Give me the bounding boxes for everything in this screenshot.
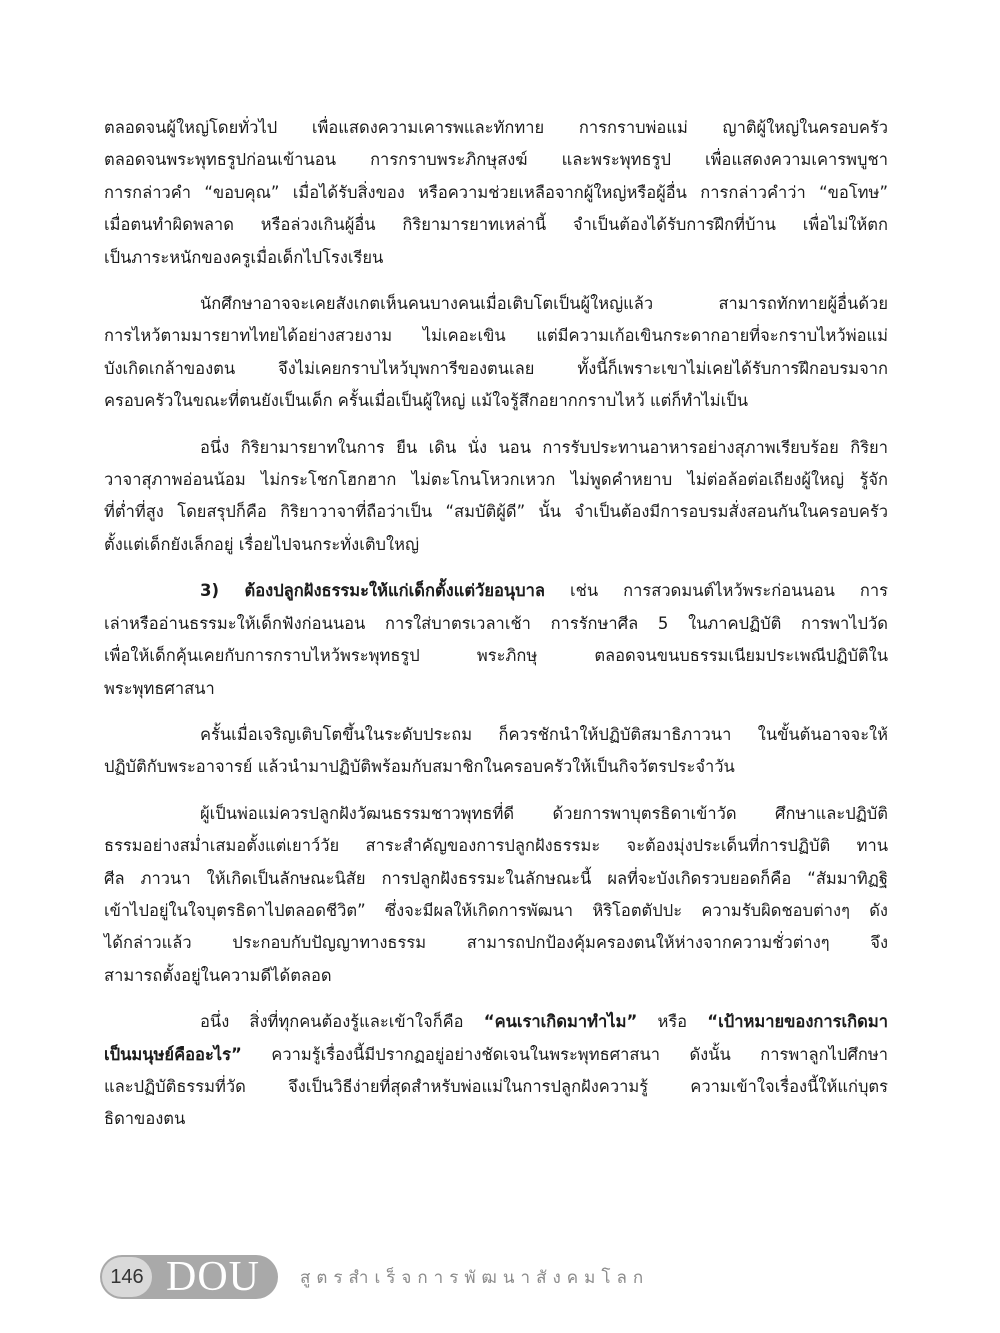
text-run: ครั้นเมื่อเจริญเติบโตขึ้นในระดับประถม ก็ควรชักนำให้ปฏิบัติสมาธิภาวนา ในขั้นต้นอาจจะให้ bbox=[200, 724, 888, 744]
text-line bbox=[104, 1006, 888, 1038]
document-body bbox=[104, 112, 888, 1150]
text-line bbox=[104, 863, 888, 895]
text-run: ศีล ภาวนา ให้เกิดเป็นลักษณะนิสัย การปลูกฝังธรรมะในลักษณะนี้ ผลที่จะบังเกิดรวบยอดก็คือ “สัมมาทิฏฐิ bbox=[104, 868, 888, 888]
bold-text: “เป้าหมายของการเกิดมา bbox=[707, 1012, 888, 1032]
text-run: พระพุทธศาสนา bbox=[104, 678, 215, 698]
text-line bbox=[104, 895, 888, 927]
text-line bbox=[104, 1071, 888, 1103]
text-line bbox=[104, 529, 888, 561]
bold-text: “คนเราเกิดมาทำไม” bbox=[483, 1012, 638, 1032]
text-line bbox=[104, 927, 888, 959]
text-line bbox=[104, 719, 888, 751]
text-line bbox=[104, 1103, 888, 1135]
paragraph bbox=[104, 432, 888, 562]
text-line bbox=[104, 464, 888, 496]
text-line bbox=[104, 608, 888, 640]
paragraph bbox=[104, 112, 888, 274]
text-run: การกล่าวคำ “ขอบคุณ” เมื่อได้รับสิ่งของ หรือความช่วยเหลือจากผู้ใหญ่หรือผู้อื่น การกล่าวคำว่า “ขอโทษ” bbox=[104, 182, 888, 202]
text-run: อนึ่ง สิ่งที่ทุกคนต้องรู้และเข้าใจก็คือ bbox=[200, 1012, 484, 1032]
text-run: เล่าหรืออ่านธรรมะให้เด็กฟังก่อนนอน การใส่บาตรเวลาเช้า การรักษาศีล 5 ในภาคปฏิบัติ การพาไปวัด bbox=[104, 613, 888, 633]
text-run: เพื่อให้เด็กคุ้นเคยกับการกราบไหว้พระพุทธรูป พระภิกษุ ตลอดจนขนบธรรมเนียมประเพณีปฏิบัติใน bbox=[104, 646, 888, 666]
text-run: ตั้งแต่เด็กยังเล็กอยู่ เรื่อยไปจนกระทั่งเติบใหญ่ bbox=[104, 534, 420, 554]
text-line bbox=[104, 288, 888, 320]
text-run: บังเกิดเกล้าของตน จึงไม่เคยกราบไหว้บุพการีของตนเลย ทั้งนี้ก็เพราะเขาไม่เคยได้รับการฝึกอบรมจาก bbox=[104, 358, 888, 378]
text-line bbox=[104, 385, 888, 417]
paragraph bbox=[104, 1006, 888, 1136]
text-run: ครอบครัวในขณะที่ตนยังเป็นเด็ก ครั้นเมื่อเป็นผู้ใหญ่ แม้ใจรู้สึกอยากกราบไหว้ แต่ก็ทำไม่เป็น bbox=[104, 391, 749, 411]
text-line bbox=[104, 432, 888, 464]
text-line bbox=[104, 830, 888, 862]
text-run: เช่น การสวดมนต์ไหว้พระก่อนนอน การ bbox=[545, 581, 889, 601]
text-run: เมื่อตนทำผิดพลาด หรือล่วงเกินผู้อื่น กิริยามารยาทเหล่านี้ จำเป็นต้องได้รับการฝึกที่บ้าน เพื่อไม่ให้ตก bbox=[104, 215, 888, 235]
dou-logo: DOU bbox=[166, 1254, 260, 1300]
text-line bbox=[104, 575, 888, 607]
text-line bbox=[104, 640, 888, 672]
text-line bbox=[104, 751, 888, 783]
text-run: ตลอดจนพระพุทธรูปก่อนเข้านอน การกราบพระภิกษุสงฆ์ และพระพุทธรูป เพื่อแสดงความเคารพบูชา bbox=[104, 150, 888, 170]
text-run: ตลอดจนผู้ใหญ่โดยทั่วไป เพื่อแสดงความเคารพและทักทาย การกราบพ่อแม่ ญาติผู้ใหญ่ในครอบครัว bbox=[104, 118, 888, 137]
paragraph bbox=[104, 288, 888, 418]
text-run: หรือ bbox=[637, 1012, 708, 1032]
text-line bbox=[104, 673, 888, 705]
bold-text: เป็นมนุษย์คืออะไร” bbox=[104, 1044, 242, 1064]
book-title: สูตรสำเร็จการพัฒนาสังคมโลก bbox=[300, 1267, 650, 1288]
page-footer bbox=[100, 1254, 649, 1300]
paragraph bbox=[104, 575, 888, 705]
text-run: นักศึกษาอาจจะเคยสังเกตเห็นคนบางคนเมื่อเติบโตเป็นผู้ใหญ่แล้ว สามารถทักทายผู้อื่นด้วย bbox=[200, 294, 888, 314]
text-line bbox=[104, 242, 888, 274]
paragraph bbox=[104, 719, 888, 784]
text-line bbox=[104, 144, 888, 176]
text-run: ที่ต่ำที่สูง โดยสรุปก็คือ กิริยาวาจาที่ถือว่าเป็น “สมบัติผู้ดี” นั้น จำเป็นต้องมีการอบรมสั่งสอนกันในครอบครัว bbox=[104, 502, 888, 522]
text-line bbox=[104, 496, 888, 528]
text-line bbox=[104, 960, 888, 992]
text-line bbox=[104, 177, 888, 209]
text-run: ปฏิบัติกับพระอาจารย์ แล้วนำมาปฏิบัติพร้อมกับสมาชิกในครอบครัวให้เป็นกิจวัตรประจำวัน bbox=[104, 757, 735, 777]
text-run: ธิดาของตน bbox=[104, 1109, 186, 1129]
text-run: อนึ่ง กิริยามารยาทในการ ยืน เดิน นั่ง นอน การรับประทานอาหารอย่างสุภาพเรียบร้อย กิริยา bbox=[200, 437, 888, 457]
text-run: การไหว้ตามมารยาทไทยได้อย่างสวยงาม ไม่เคอะเขิน แต่มีความเก้อเขินกระดากอายที่จะกราบไหว้พ่อแม่ bbox=[104, 326, 888, 346]
text-line bbox=[104, 320, 888, 352]
text-run: ผู้เป็นพ่อแม่ควรปลูกฝังวัฒนธรรมชาวพุทธที่ดี ด้วยการพาบุตรธิดาเข้าวัด ศึกษาและปฏิบัติ bbox=[200, 803, 888, 823]
text-run: เป็นภาระหนักของครูเมื่อเด็กไปโรงเรียน bbox=[104, 247, 384, 267]
text-line bbox=[104, 112, 888, 144]
bold-text: 3) ต้องปลูกฝังธรรมะให้แก่เด็กตั้งแต่วัยอนุบาล bbox=[200, 581, 546, 601]
page-number: 146 bbox=[102, 1257, 152, 1297]
text-run: ได้กล่าวแล้ว ประกอบกับปัญญาทางธรรม สามารถปกป้องคุ้มครองตนให้ห่างจากความชั่วต่างๆ จึง bbox=[104, 933, 888, 953]
text-run: วาจาสุภาพอ่อนน้อม ไม่กระโชกโฮกฮาก ไม่ตะโกนโหวกเหวก ไม่พูดคำหยาบ ไม่ต่อล้อต่อเถียงผู้ใหญ่ รู้จัก bbox=[104, 470, 888, 490]
text-run: สามารถตั้งอยู่ในความดีได้ตลอด bbox=[104, 965, 332, 985]
text-run: ธรรมอย่างสม่ำเสมอตั้งแต่เยาว์วัย สาระสำคัญของการปลูกฝังธรรมะ จะต้องมุ่งประเด็นที่การปฏิบัติ ทาน bbox=[104, 836, 888, 856]
text-run: และปฏิบัติธรรมที่วัด จึงเป็นวิธีง่ายที่สุดสำหรับพ่อแม่ในการปลูกฝังความรู้ ความเข้าใจเรื่องนี้ให้แก่บุตร bbox=[104, 1076, 888, 1096]
text-run: เข้าไปอยู่ในใจบุตรธิดาไปตลอดชีวิต” ซึ่งจะมีผลให้เกิดการพัฒนา หิริโอตตัปปะ ความรับผิดชอบต่างๆ ดัง bbox=[104, 900, 888, 920]
text-line bbox=[104, 209, 888, 241]
paragraph bbox=[104, 798, 888, 992]
footer-badge bbox=[100, 1255, 278, 1299]
text-line bbox=[104, 1039, 888, 1071]
text-line bbox=[104, 798, 888, 830]
text-line bbox=[104, 353, 888, 385]
text-run: ความรู้เรื่องนี้มีปรากฏอยู่อย่างชัดเจนในพระพุทธศาสนา ดังนั้น การพาลูกไปศึกษา bbox=[241, 1044, 888, 1064]
